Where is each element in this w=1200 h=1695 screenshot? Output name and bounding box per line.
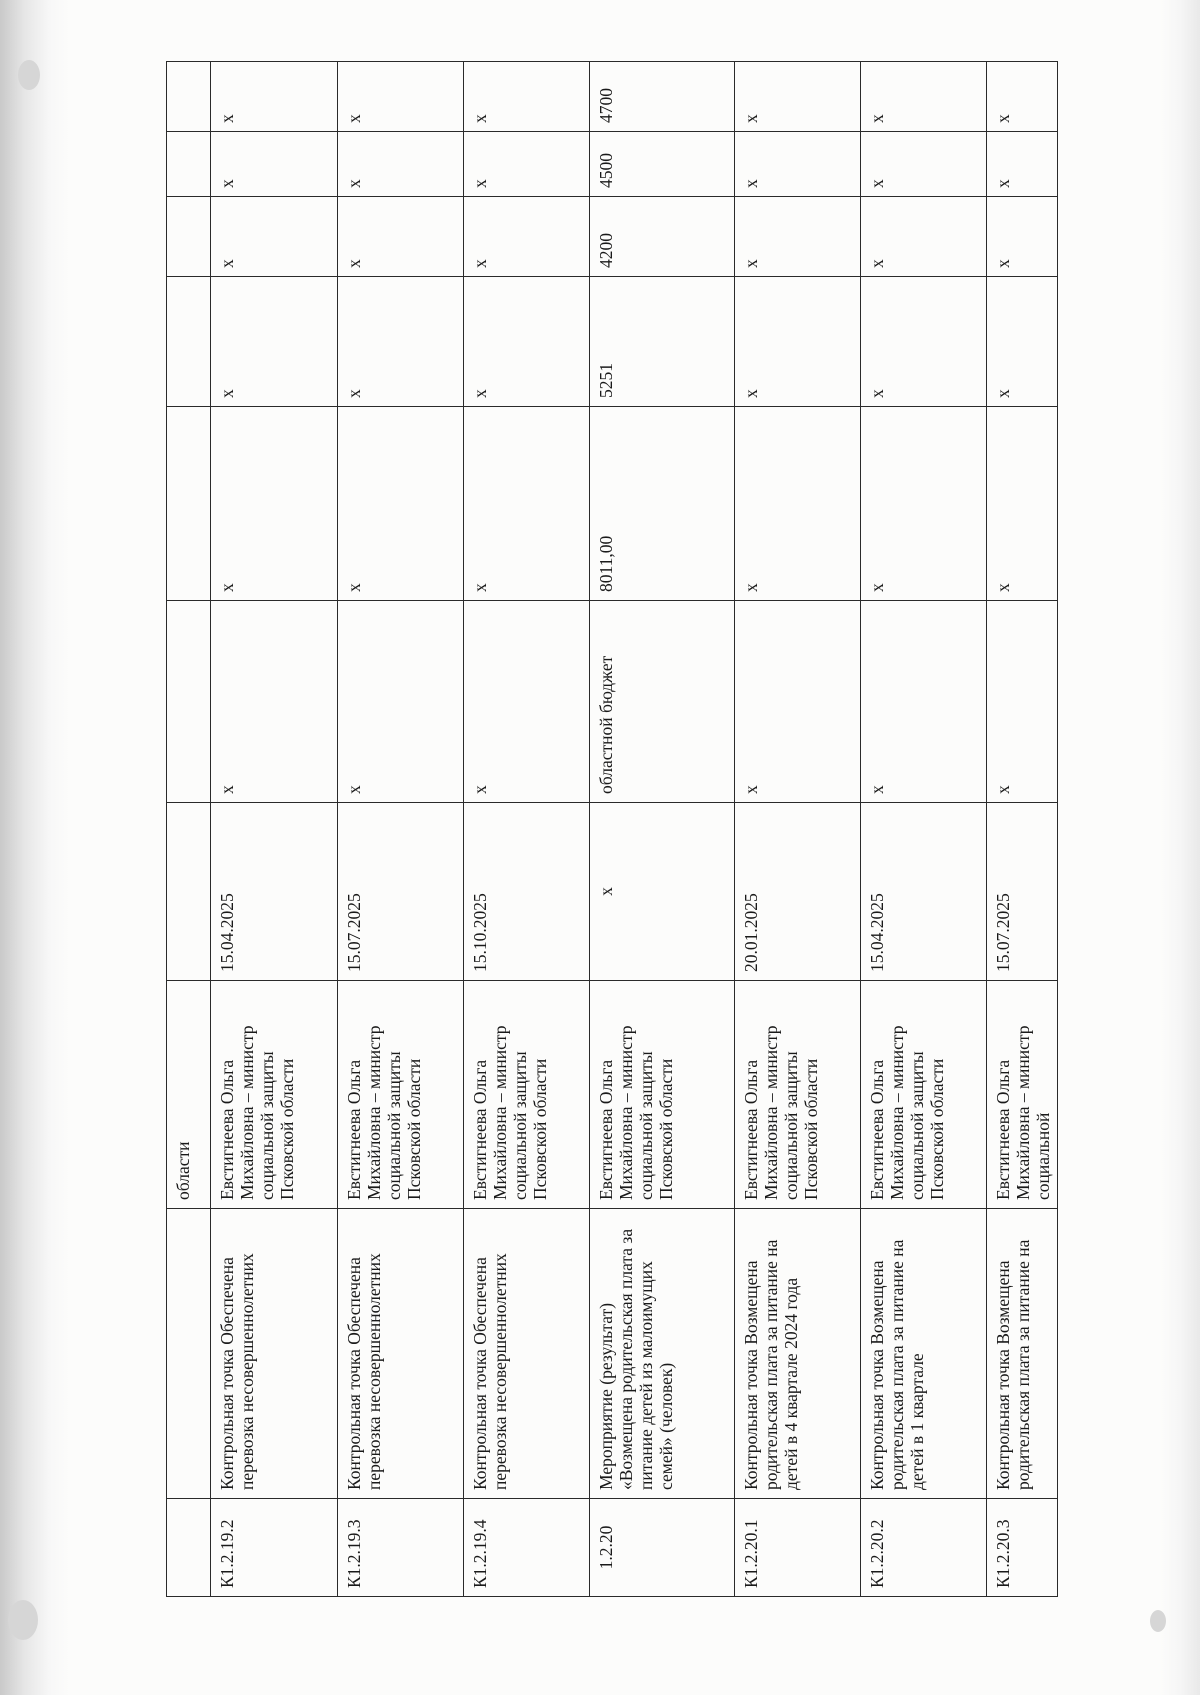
cell-year-1: x <box>987 277 1058 407</box>
cell-id: К1.2.19.3 <box>338 1499 464 1597</box>
cell-year-4: x <box>987 62 1058 132</box>
cell-source: x <box>464 601 590 803</box>
cell-year-2: x <box>987 197 1058 277</box>
table-row <box>464 62 590 1597</box>
cell-year-1: x <box>735 277 861 407</box>
table-row <box>338 62 464 1597</box>
cell-total <box>167 407 211 601</box>
cell-id: К1.2.20.1 <box>735 1499 861 1597</box>
cell-year-2: 4200 <box>590 197 735 277</box>
cell-year-3 <box>167 132 211 197</box>
cell-year-1 <box>167 277 211 407</box>
cell-source: x <box>861 601 987 803</box>
table-row <box>861 62 987 1597</box>
cell-year-2: x <box>338 197 464 277</box>
cell-source: x <box>987 601 1058 803</box>
table-row-measure <box>590 62 735 1597</box>
cell-total: x <box>735 407 861 601</box>
cell-responsible: Евстигнеева Ольга Михайловна – министр социальной защиты Псковской области <box>464 981 590 1209</box>
cell-id: 1.2.20 <box>590 1499 735 1597</box>
cell-year-1: x <box>861 277 987 407</box>
cell-year-1: x <box>338 277 464 407</box>
cell-date: 20.01.2025 <box>735 803 861 981</box>
cell-total: x <box>338 407 464 601</box>
cell-date: 15.04.2025 <box>211 803 338 981</box>
rotated-table-wrapper <box>166 62 1054 1597</box>
cell-responsible: Евстигнеева Ольга Михайловна – министр социальной защиты Псковской области <box>338 981 464 1209</box>
scan-speck <box>1150 1610 1166 1632</box>
cell-name: Контрольная точка Обеспечена перевозка несовершеннолетних <box>338 1209 464 1499</box>
cell-responsible: Евстигнеева Ольга Михайловна – министр социальной защиты Псковской области <box>861 981 987 1209</box>
cell-id <box>167 1499 211 1597</box>
cell-year-1: 5251 <box>590 277 735 407</box>
cell-source: x <box>735 601 861 803</box>
cell-year-2 <box>167 197 211 277</box>
cell-year-3: x <box>464 132 590 197</box>
cell-date <box>167 803 211 981</box>
cell-year-4: x <box>464 62 590 132</box>
table-row <box>735 62 861 1597</box>
cell-date: 15.04.2025 <box>861 803 987 981</box>
cell-year-2: x <box>861 197 987 277</box>
cell-total: x <box>861 407 987 601</box>
cell-responsible: Евстигнеева Ольга Михайловна – министр социальной <box>987 981 1058 1209</box>
cell-year-2: x <box>464 197 590 277</box>
cell-year-3: x <box>211 132 338 197</box>
cell-year-4: x <box>735 62 861 132</box>
cell-source <box>167 601 211 803</box>
cell-id: К1.2.19.4 <box>464 1499 590 1597</box>
cell-name: Контрольная точка Обеспечена перевозка несовершеннолетних <box>211 1209 338 1499</box>
cell-name: Мероприятие (результат) «Возмещена родительская плата за питание детей из малоимущих семей» (человек) <box>590 1209 735 1499</box>
cell-responsible: Евстигнеева Ольга Михайловна – министр социальной защиты Псковской области <box>211 981 338 1209</box>
cell-name: Контрольная точка Обеспечена перевозка несовершеннолетних <box>464 1209 590 1499</box>
plan-table <box>166 61 1058 1597</box>
cell-year-4 <box>167 62 211 132</box>
cell-source: областной бюджет <box>590 601 735 803</box>
scan-shadow-left <box>0 0 70 1695</box>
cell-responsible: области <box>167 981 211 1209</box>
cell-year-2: x <box>211 197 338 277</box>
scan-speck <box>18 60 40 90</box>
cell-date: 15.07.2025 <box>987 803 1058 981</box>
cell-id: К1.2.19.2 <box>211 1499 338 1597</box>
cell-year-1: x <box>211 277 338 407</box>
cell-date: 15.07.2025 <box>338 803 464 981</box>
cell-year-3: 4500 <box>590 132 735 197</box>
cell-year-3: x <box>861 132 987 197</box>
cell-total: x <box>211 407 338 601</box>
cell-id: К1.2.20.3 <box>987 1499 1058 1597</box>
cell-date: x <box>590 803 735 981</box>
cell-name <box>167 1209 211 1499</box>
table-row-header-continuation <box>167 62 211 1597</box>
cell-total: x <box>464 407 590 601</box>
cell-year-1: x <box>464 277 590 407</box>
cell-year-4: x <box>211 62 338 132</box>
table-row <box>211 62 338 1597</box>
cell-total: 8011,00 <box>590 407 735 601</box>
cell-source: x <box>211 601 338 803</box>
cell-year-2: x <box>735 197 861 277</box>
cell-name: Контрольная точка Возмещена родительская плата за питание на детей в 1 квартале <box>861 1209 987 1499</box>
cell-total: x <box>987 407 1058 601</box>
cell-responsible: Евстигнеева Ольга Михайловна – министр социальной защиты Псковской области <box>590 981 735 1209</box>
cell-year-3: x <box>735 132 861 197</box>
cell-year-3: x <box>987 132 1058 197</box>
cell-name: Контрольная точка Возмещена родительская плата за питание на <box>987 1209 1058 1499</box>
cell-id: К1.2.20.2 <box>861 1499 987 1597</box>
table-row <box>987 62 1058 1597</box>
cell-name: Контрольная точка Возмещена родительская плата за питание на детей в 4 квартале 2024 года <box>735 1209 861 1499</box>
cell-source: x <box>338 601 464 803</box>
cell-responsible: Евстигнеева Ольга Михайловна – министр социальной защиты Псковской области <box>735 981 861 1209</box>
cell-year-3: x <box>338 132 464 197</box>
cell-year-4: x <box>861 62 987 132</box>
cell-date: 15.10.2025 <box>464 803 590 981</box>
cell-year-4: 4700 <box>590 62 735 132</box>
cell-year-4: x <box>338 62 464 132</box>
scan-shadow-right <box>1160 0 1200 1695</box>
scan-speck <box>8 1600 38 1640</box>
